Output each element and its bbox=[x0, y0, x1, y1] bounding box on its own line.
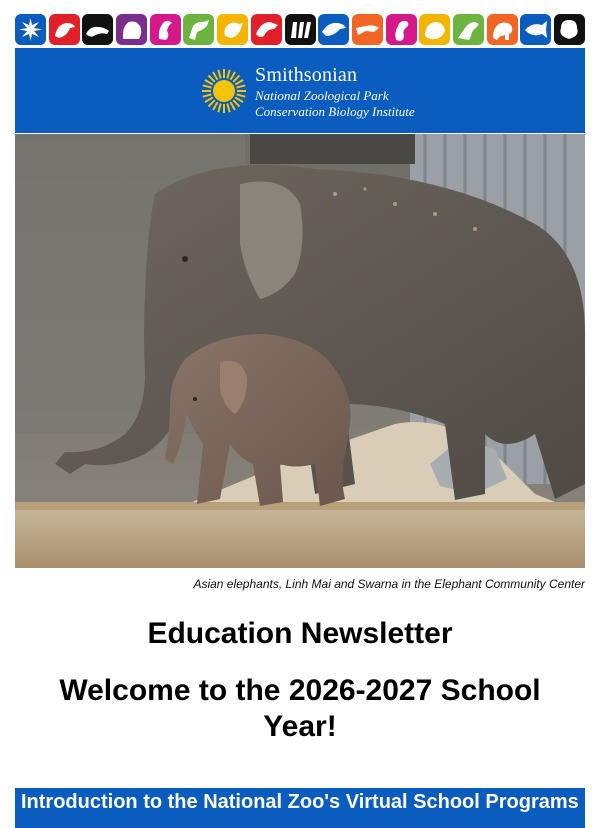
hero-photo-elephants bbox=[15, 134, 585, 568]
org-name: Smithsonian bbox=[255, 64, 358, 86]
smithsonian-sun-icon[interactable] bbox=[15, 14, 46, 45]
section-header-bar bbox=[15, 788, 585, 828]
flamingo-icon[interactable] bbox=[150, 14, 181, 45]
smithsonian-banner[interactable] bbox=[15, 48, 585, 133]
photo-caption: Asian elephants, Linh Mai and Swarna in the Elephant Community Center bbox=[193, 577, 585, 591]
lion-icon[interactable] bbox=[419, 14, 450, 45]
newsletter-heading: Education Newsletter bbox=[147, 617, 453, 650]
welcome-heading: Welcome to the 2026-2027 School Year! bbox=[59, 674, 541, 743]
org-subtitle-institute: Conservation Biology Institute bbox=[255, 104, 415, 119]
bird-icon[interactable] bbox=[49, 14, 80, 45]
bear-icon[interactable] bbox=[116, 14, 147, 45]
wolf-icon[interactable] bbox=[251, 14, 282, 45]
otter-icon[interactable] bbox=[82, 14, 113, 45]
fish-icon[interactable] bbox=[520, 14, 551, 45]
elephant-icon[interactable] bbox=[487, 14, 518, 45]
animal-icon-strip bbox=[15, 14, 585, 46]
kangaroo-icon[interactable] bbox=[453, 14, 484, 45]
org-subtitle-zoo: National Zoological Park bbox=[255, 88, 389, 103]
smithsonian-sun-logo-icon bbox=[200, 67, 248, 115]
fox-icon[interactable] bbox=[352, 14, 383, 45]
dolphin-icon[interactable] bbox=[318, 14, 349, 45]
zebra-icon[interactable] bbox=[285, 14, 316, 45]
panda-icon[interactable] bbox=[554, 14, 585, 45]
seahorse-icon[interactable] bbox=[386, 14, 417, 45]
deer-icon[interactable] bbox=[183, 14, 214, 45]
section-header-title: Introduction to the National Zoo's Virtual School Programs bbox=[21, 791, 579, 813]
duck-icon[interactable] bbox=[217, 14, 248, 45]
